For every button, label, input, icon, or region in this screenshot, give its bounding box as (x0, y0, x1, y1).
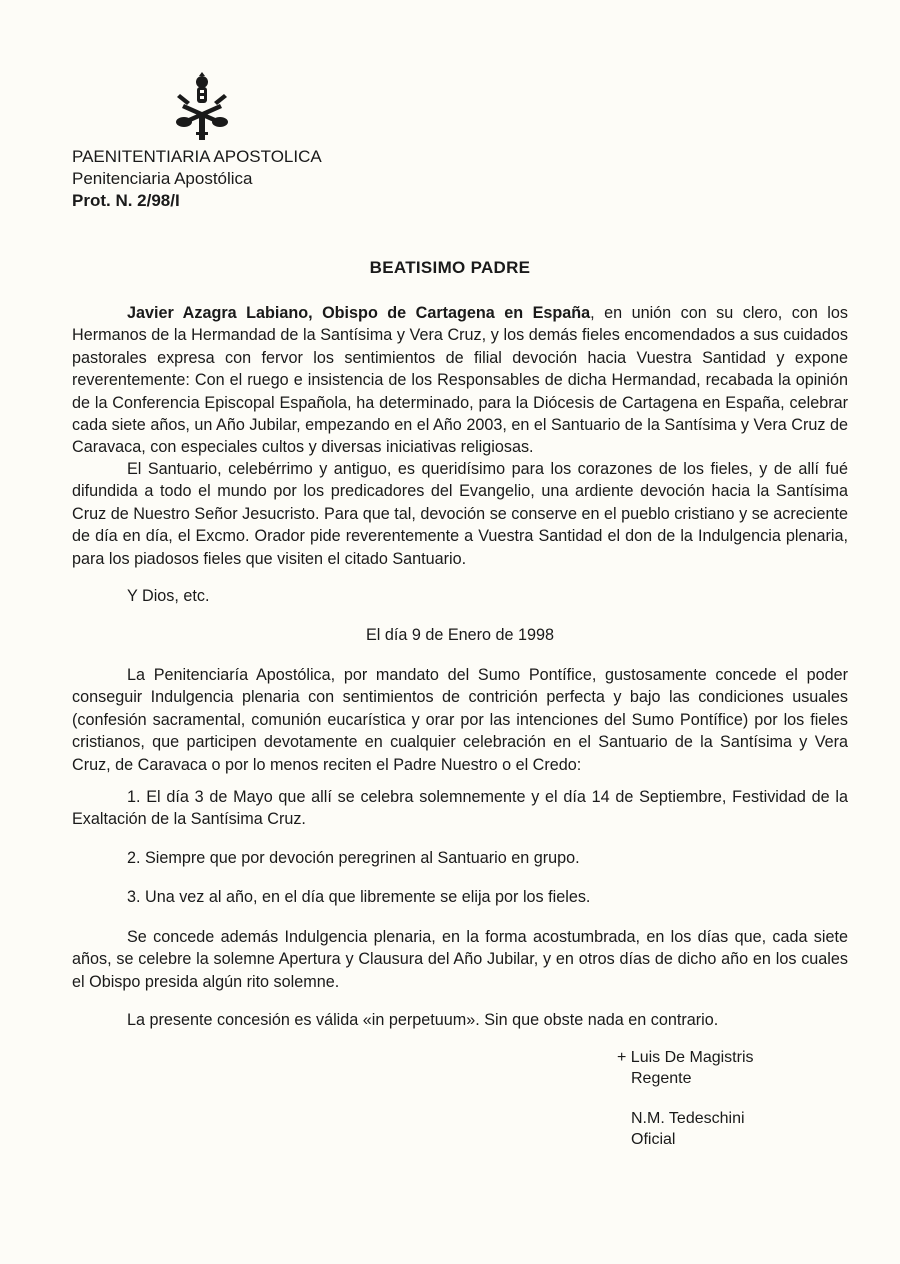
office-latin: PAENITENTIARIA APOSTOLICA (72, 147, 322, 166)
decree-item-2 (72, 847, 848, 869)
decree-text-3: La presente concesión es válida «in perpetuum». Sin que obste nada en contrario. (127, 1011, 719, 1029)
petitioner: Javier Azagra Labiano, Obispo de Cartagena en España (127, 304, 591, 322)
letterhead (72, 146, 322, 212)
list-item: 2. Siempre que por devoción peregrinen al Santuario en grupo. (127, 849, 580, 867)
signature-oficial (631, 1108, 745, 1150)
decree-text: La Penitenciaría Apostólica, por mandato del Sumo Pontífice, gustosamente concede el poder conseguir Indulgencia plenaria con sentimientos de contrición perfecta y bajo las condiciones usuales (confesión sacramental, comunión eucarística y orar por las intenciones del Sumo Pontífice) por los fieles cristianos, que participen devotamente en cualquier celebración en el Santuario de la Santísima y Vera Cruz, de Caravaca o por lo menos reciten el Padre Nuestro o el Credo: (72, 666, 848, 774)
signer-role: Oficial (631, 1131, 676, 1148)
signer-role: Regente (631, 1070, 692, 1087)
decree-text-2: Se concede además Indulgencia plenaria, en la forma acostumbrada, en los días que, cada siete años, se celebre la solemne Apertura y Clausura del Año Jubilar, y en otros días de dicho año en los cuales el Obispo presida algún rito solemne. (72, 928, 848, 991)
signer-name: + Luis De Magistris (617, 1049, 754, 1066)
decree-paragraph-3 (72, 1009, 848, 1031)
closing-text: Y Dios, etc. (127, 587, 210, 605)
decree-paragraph-2 (72, 926, 848, 993)
list-item: 3. Una vez al año, en el día que libremente se elija por los fieles. (127, 888, 591, 906)
petition-paragraph-1 (72, 302, 848, 459)
office-spanish: Penitenciaria Apostólica (72, 169, 253, 188)
date-text: El día 9 de Enero de 1998 (365, 626, 555, 644)
decree-item-1 (72, 786, 848, 831)
list-item: 1. El día 3 de Mayo que allí se celebra solemnemente y el día 14 de Septiembre, Festividad de la Exaltación de la Santísima Cruz. (72, 788, 848, 829)
decree-item-3 (72, 886, 848, 908)
papal-keys-emblem-icon (172, 70, 232, 142)
document-title: BEATISIMO PADRE (369, 258, 531, 277)
decree-date (72, 624, 848, 646)
petition-text: , en unión con su clero, con los Hermanos de la Hermandad de la Santísima y Vera Cruz, y los demás fieles encomendados a sus cuidados pastorales expresa con fervor los sentimientos de filial devoción hacia Vuestra Santidad y expone reverentemente: Con el ruego e insistencia de los Responsables de dicha Hermandad, recabada la opinión de la Conferencia Episcopal Española, ha determinado, para la Diócesis de Cartagena en España, celebrar cada siete años, un Año Jubilar, empezando en el Año 2003, en el Santuario de la Santísima y Vera Cruz de Caravaca, con especiales cultos y diversas iniciativas religiosas. (72, 304, 848, 457)
petition-closing (72, 585, 848, 607)
signature-regente (617, 1047, 754, 1089)
petition-text-2: El Santuario, celebérrimo y antiguo, es queridísimo para los corazones de los fieles, y de allí fué difundida a todo el mundo por los predicadores del Evangelio, una ardiente devoción hacia la Santísima Cruz de Nuestro Señor Jesucristo. Para que tal, devoción se conserve en el pueblo cristiano y se acreciente de día en día, el Excmo. Orador pide reverentemente a Vuestra Santidad el don de la Indulgencia plenaria, para los piadosos fieles que visiten el citado Santuario. (72, 460, 848, 568)
protocol-number: Prot. N. 2/98/I (72, 191, 180, 210)
decree-paragraph-1 (72, 664, 848, 776)
signer-name: N.M. Tedeschini (631, 1110, 745, 1127)
petition-paragraph-2 (72, 458, 848, 570)
